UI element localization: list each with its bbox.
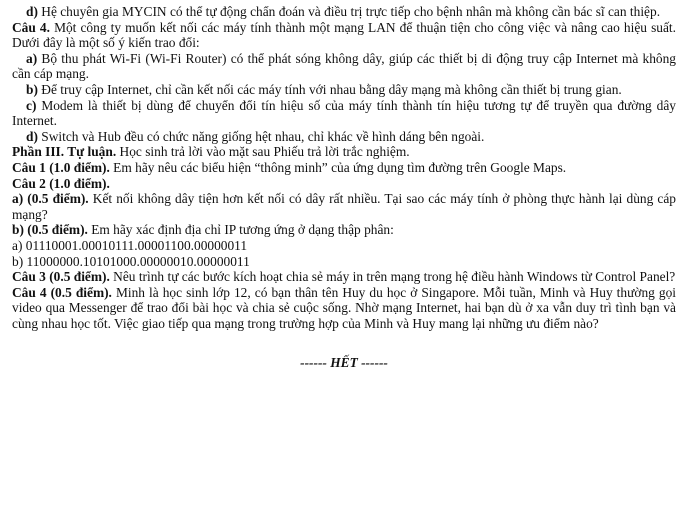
option-marker: d) xyxy=(26,4,38,19)
subquestion-label: b) (0.5 điểm). xyxy=(12,222,88,238)
question-text: Một công ty muốn kết nối các máy tính thành một mạng LAN để thuận tiện cho công việc và nâng cao hiệu suất. Dưới đây là một số ý kiến trao đổi: xyxy=(12,19,676,51)
essay-question-2-label xyxy=(12,176,676,192)
option-a-router xyxy=(12,51,676,82)
option-text: Để truy cập Internet, chỉ cần kết nối các máy tính với nhau bằng dây mạng mà không cần thiết bị trung gian. xyxy=(37,81,622,97)
option-c-modem xyxy=(12,98,676,129)
part-3-heading xyxy=(12,144,676,160)
essay-question-3 xyxy=(12,269,676,285)
essay-question-1 xyxy=(12,160,676,176)
section-title: Phần III. Tự luận. xyxy=(12,144,117,160)
question-text: Em hãy nêu các biểu hiện “thông minh” của ứng dụng tìm đường trên Google Maps. xyxy=(109,159,567,175)
option-text: Hệ chuyên gia MYCIN có thể tự động chẩn đoán và điều trị trực tiếp cho bệnh nhân mà không cần bác sĩ can thiệp. xyxy=(37,4,661,19)
section-instruction: Học sinh trả lời vào mặt sau Phiếu trả lời trắc nghiệm. xyxy=(116,144,410,160)
question-label: Câu 2 (1.0 điểm). xyxy=(12,175,110,191)
option-marker: d) xyxy=(26,128,38,144)
option-marker: c) xyxy=(26,97,37,113)
question-4-stem xyxy=(12,20,676,51)
option-d-mycin xyxy=(12,4,676,20)
question-label: Câu 4 (0.5 điểm). xyxy=(12,284,112,300)
ip-address-a: a) 01110001.00010111.00001100.00000011 xyxy=(12,237,248,253)
essay-question-4 xyxy=(12,285,676,332)
question-label: Câu 4. xyxy=(12,19,50,35)
ip-address-b: b) 11000000.10101000.00000010.00000011 xyxy=(12,253,250,269)
essay-question-2a xyxy=(12,191,676,222)
essay-question-2b xyxy=(12,222,676,238)
question-label: Câu 1 (1.0 điểm). xyxy=(12,159,110,175)
question-text: Nêu trình tự các bước kích hoạt chia sẻ máy in trên mạng trong hệ điều hành Windows từ Control Panel? xyxy=(109,269,676,285)
option-text: Bộ thu phát Wi-Fi (Wi-Fi Router) có thể phát sóng không dây, giúp các thiết bị di động truy cập Internet mà không cần cáp mạng. xyxy=(12,50,676,82)
option-text: Switch và Hub đều có chức năng giống hệt nhau, chỉ khác về hình dáng bên ngoài. xyxy=(37,128,485,144)
subquestion-label: a) (0.5 điểm). xyxy=(12,191,89,207)
option-marker: a) xyxy=(26,50,38,66)
subquestion-text: Kết nối không dây tiện hơn kết nối có dây rất nhiều. Tại sao các máy tính ở phòng thực hành lại dùng cáp mạng? xyxy=(12,191,676,222)
end-mark: ------ HẾT ------ xyxy=(300,355,388,371)
question-text: Minh là học sinh lớp 12, có bạn thân tên Huy du học ở Singapore. Mỗi tuần, Minh và Huy thường gọi video qua Messenger để trao đổi bài học và chia sẻ cuộc sống. Nhờ mạng Internet, hai bạn dù ở xa vẫn duy trì tình bạn và cùng nhau học tốt. Việc giao tiếp qua mạng trong trường hợp của Minh và Huy mang lại những ưu điểm nào? xyxy=(12,284,676,331)
option-marker: b) xyxy=(26,81,38,97)
option-d-switch-hub xyxy=(12,129,676,145)
exam-page xyxy=(12,4,676,371)
option-text: Modem là thiết bị dùng để chuyển đổi tín hiệu số của máy tính thành tín hiệu tương tự để truyền qua đường dây Internet. xyxy=(12,97,676,129)
option-b-internet xyxy=(12,82,676,98)
question-label: Câu 3 (0.5 điểm). xyxy=(12,269,110,285)
subquestion-text: Em hãy xác định địa chỉ IP tương ứng ở dạng thập phân: xyxy=(87,222,394,238)
